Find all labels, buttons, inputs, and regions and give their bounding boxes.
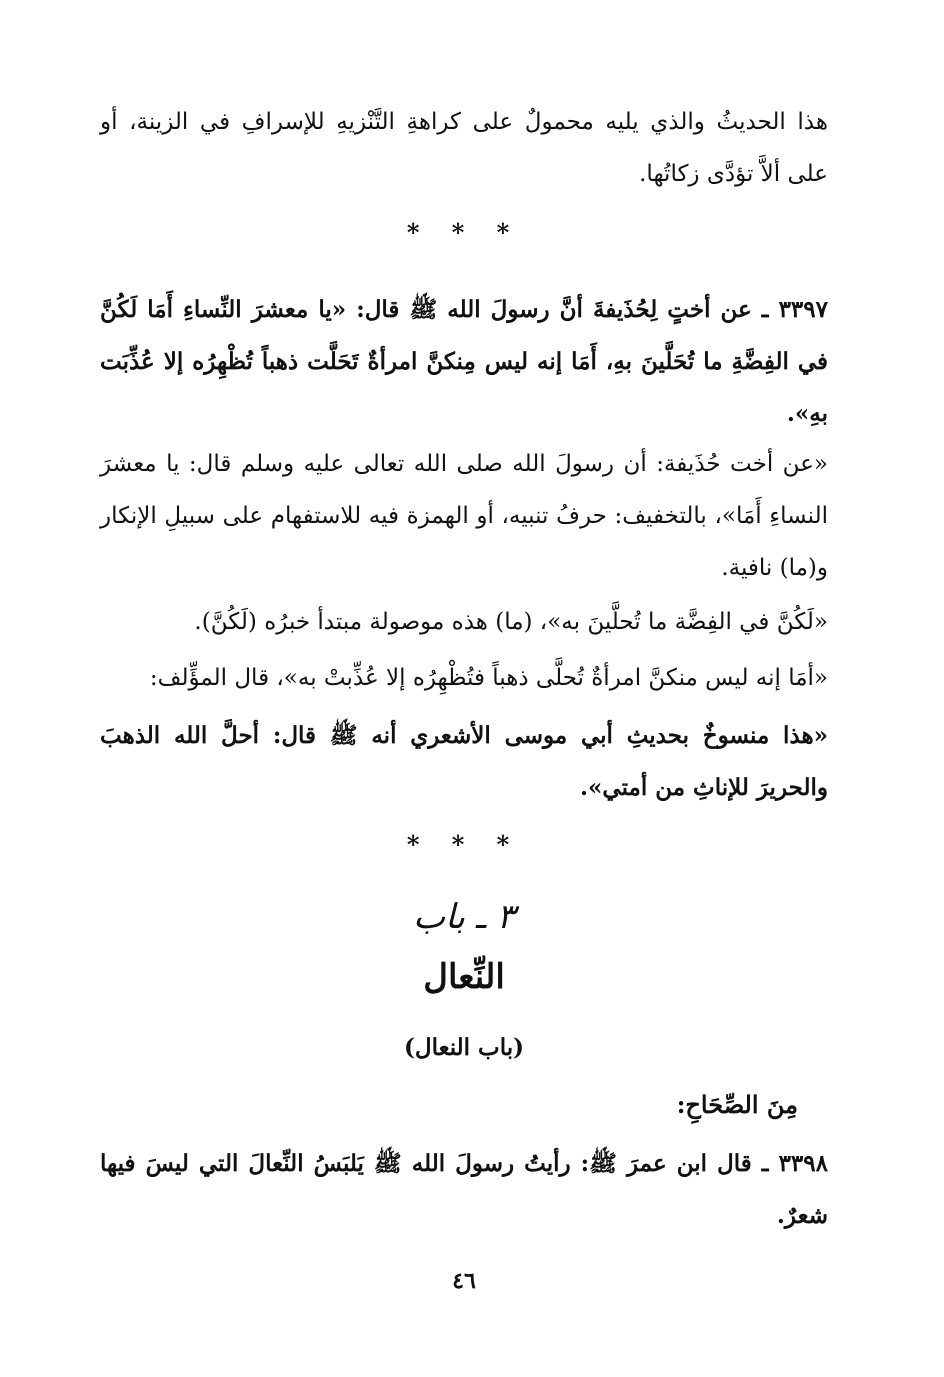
document-page	[100, 0, 828, 1377]
chapter-number: ٣ ـ باب	[413, 897, 515, 937]
commentary-paragraph-3: «لَكُنَّ في الفِضَّة ما تُحلَّينَ به»، (ما) هذه موصولة مبتدأ خبرُه (لَكُنَّ).	[194, 609, 828, 635]
commentary-paragraph-4: «أمَا إنه ليس منكنَّ امرأةٌ تُحلَّى ذهباً فتُظْهِرُه إلا عُذِّبتْ به»، قال المؤِّلف:	[149, 665, 828, 691]
chapter-title: النِّعال	[423, 957, 505, 997]
section-separator-2: * * *	[406, 830, 522, 859]
hadith-3397: ٣٣٩٧ ـ عن أختٍ لِحُذَيفةَ أنَّ رسولَ الله ﷺ قال: «يا معشرَ النِّساءِ أَمَا لَكُنَّ في الفِضَّةِ ما تُحَلَّينَ بهِ، أَمَا إنه ليس مِنكنَّ امرأةٌ تَحَلَّت ذهباً تُظْهِرُه إلا عُذِّبَت بهِ».	[100, 296, 828, 427]
commentary-paragraph-2: «عن أخت حُذَيفة: أن رسولَ الله صلى الله تعالى عليه وسلم قال: يا معشرَ النساءِ أَمَا»، بالتخفيف: حرفُ تنبيه، أو الهمزة فيه للاستفهام على سبيلِ الإنكار و(ما) نافية.	[100, 451, 828, 581]
chapter-subtitle: (باب النعال)	[404, 1034, 524, 1061]
section-heading: مِنَ الصِّحَاحِ:	[676, 1090, 798, 1119]
hadith-3398: ٣٣٩٨ ـ قال ابن عمرَ ﷺ: رأيتُ رسولَ الله ﷺ يَلبَسُ النِّعالَ التي ليسَ فيها شعرٌ.	[100, 1150, 828, 1229]
section-separator-1: * * *	[406, 218, 522, 247]
commentary-paragraph-5: «هذا منسوخٌ بحديثِ أبي موسى الأشعري أنه ﷺ قال: أحلَّ الله الذهبَ والحريرَ للإناثِ من أمتي».	[100, 722, 828, 801]
page-number: ٤٦	[452, 1268, 476, 1294]
commentary-paragraph-1: هذا الحديثُ والذي يليه محمولٌ على كراهةِ التَّنْزيهِ للإسرافِ في الزينة، أو على ألاَّ تؤدَّى زكاتُها.	[100, 109, 828, 187]
